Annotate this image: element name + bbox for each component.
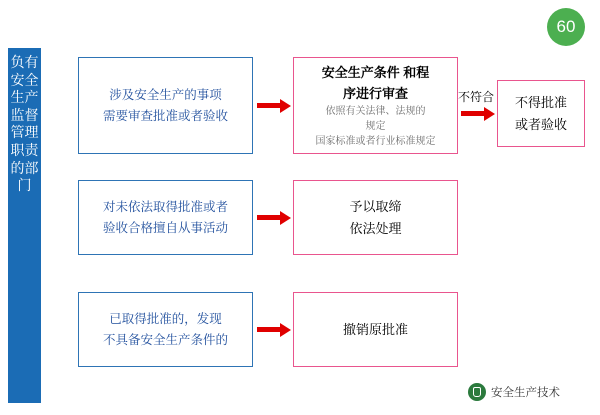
footer-text: 安全生产技术 — [491, 387, 560, 399]
box-b-line-1: 对未依法取得批准或者 — [102, 199, 228, 214]
label-not-conform: 不符合 — [458, 90, 495, 104]
box-b-line-2: 验收合格擅自从事活动 — [102, 220, 228, 235]
box-e-line-1: 不得批准 — [514, 94, 567, 110]
banner-text: 负有安全生产监督管理职责的部门 — [10, 54, 39, 194]
arrow-head — [484, 107, 495, 121]
box-g-line-1: 撤销原批准 — [342, 321, 408, 337]
page-number-badge: 60 — [547, 8, 585, 46]
arrow-head — [280, 323, 291, 337]
box-ban-and-punish — [293, 180, 458, 255]
box-no-approval — [497, 80, 585, 147]
box-unauthorized-activity — [78, 180, 253, 255]
arrow-shaft — [257, 215, 280, 220]
box-c-line-2: 不具备安全生产条件的 — [102, 332, 228, 347]
box-c-line-1: 已取得批准的，发现 — [109, 311, 222, 326]
arrow-c-to-g — [257, 324, 291, 335]
box-a-line-2: 需要审查批准或者验收 — [102, 108, 228, 123]
box-a-line-1: 涉及安全生产的事项 — [109, 87, 222, 102]
box-f-line-2: 依法处理 — [349, 220, 402, 236]
box-d-sub-1: 依照有关法律、法规的 — [325, 106, 426, 117]
footer-watermark — [468, 383, 560, 401]
book-logo-icon — [468, 383, 486, 401]
left-vertical-banner — [8, 48, 41, 403]
arrow-head — [280, 211, 291, 225]
box-d-title-1: 安全生产条件 和程 — [321, 65, 430, 80]
box-d-title-2: 序进行审查 — [342, 86, 408, 101]
box-matters-requiring-approval — [78, 57, 253, 154]
box-review-conditions-procedure — [293, 57, 458, 154]
arrow-d-to-e — [461, 108, 495, 119]
box-f-line-1: 予以取缔 — [349, 198, 402, 214]
box-revoke-approval — [293, 292, 458, 367]
arrow-b-to-f — [257, 212, 291, 223]
arrow-a-to-d — [257, 100, 291, 111]
arrow-head — [280, 99, 291, 113]
box-e-line-2: 或者验收 — [514, 116, 567, 132]
box-d-sub-2: 规定 — [365, 121, 386, 132]
box-approved-but-unsafe — [78, 292, 253, 367]
arrow-shaft — [257, 103, 280, 108]
arrow-shaft — [257, 327, 280, 332]
box-d-sub-3: 国家标准或者行业标准规定 — [315, 136, 436, 147]
arrow-shaft — [461, 111, 484, 116]
